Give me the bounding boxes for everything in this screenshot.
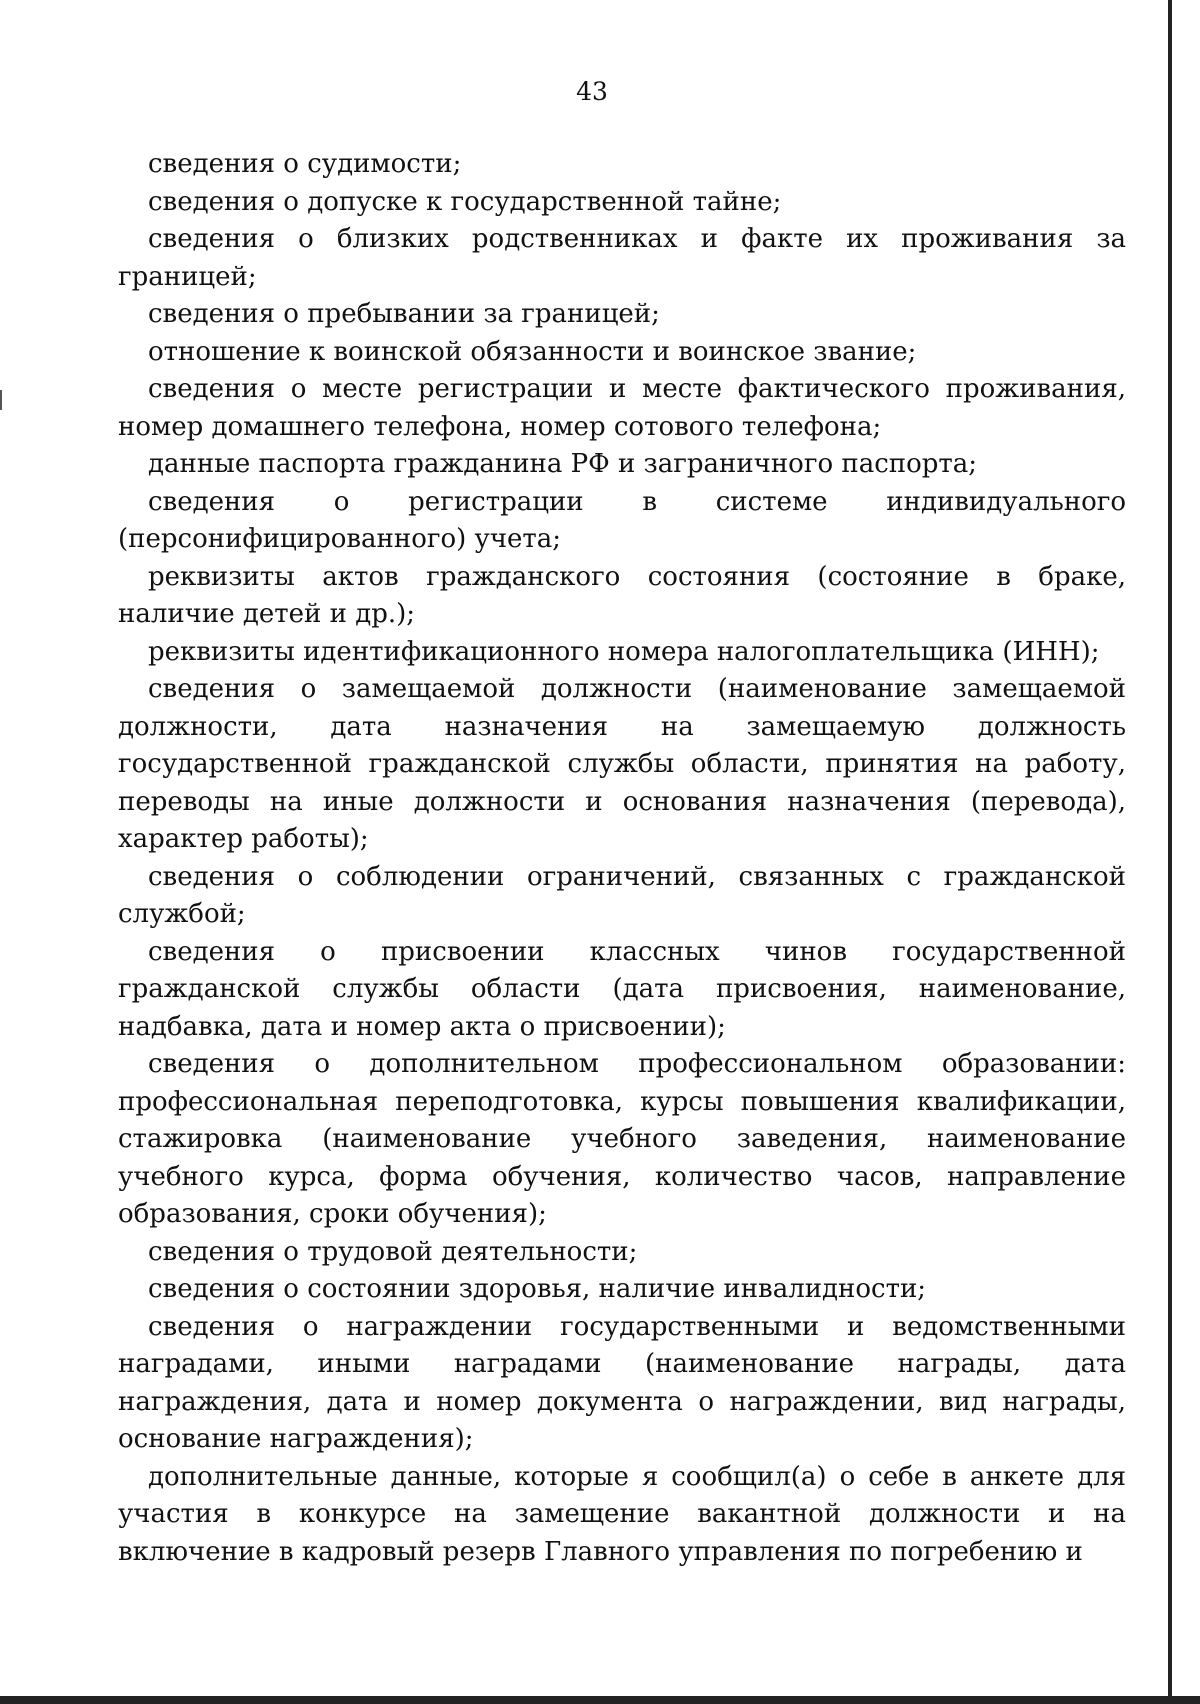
paragraph-taxpayer-number: реквизиты идентификационного номера налогоплательщика (ИНН); [148,636,1100,667]
paragraph-awards: сведения о награждении государственными и ведомственными наградами, иными наградами (наименование награды, дата награждения, дата и номер документа о награждении, вид награды, основание награждения); [118,1311,1126,1454]
paragraph-personal-accounting: сведения о регистрации в системе индивидуального (персонифицированного) учета; [118,486,1126,554]
paragraph-relatives-abroad: сведения о близких родственниках и факте их проживания за границей; [118,224,1126,292]
page-number: 43 [576,77,608,106]
paragraph-passport-data: данные паспорта гражданина РФ и заграничного паспорта; [148,449,978,479]
paragraph-stay-abroad: сведения о пребывании за границей; [148,299,660,329]
paragraph-class-ranks: сведения о присвоении классных чинов государственной гражданской службы области (дата присвоения, наименование, надбавка, дата и номер акта о присвоении); [118,936,1126,1042]
paragraph-civil-status: реквизиты актов гражданского состояния (состояние в браке, наличие детей и др.); [118,561,1126,629]
scan-mark-left [0,390,2,410]
paragraph-position-held: сведения о замещаемой должности (наименование замещаемой должности, дата назначения на замещаемую должность государственной гражданской службы области, принятия на работу, переводы на иные должности и основания назначения (перевода), характер работы); [118,674,1126,854]
paragraph-military-duty: отношение к воинской обязанности и воинское звание; [148,336,917,367]
document-body [118,146,1126,1571]
paragraph-service-restrictions: сведения о соблюдении ограничений, связанных с гражданской службой; [118,861,1126,929]
paragraph-work-history: сведения о трудовой деятельности; [148,1236,638,1267]
paragraph-state-secret-clearance: сведения о допуске к государственной тайне; [148,186,782,217]
paragraph-health-status: сведения о состоянии здоровья, наличие инвалидности; [148,1274,927,1304]
paragraph-additional-education: сведения о дополнительном профессиональном образовании: профессиональная переподготовка, курсы повышения квалификации, стажировка (наименование учебного заведения, наименование учебного курса, форма обучения, количество часов, направление образования, сроки обучения); [118,1049,1126,1229]
paragraph-criminal-record: сведения о судимости; [148,149,462,179]
paragraph-registration-address: сведения о месте регистрации и месте фактического проживания, номер домашнего телефона, номер сотового телефона; [118,374,1126,442]
paragraph-additional-data: дополнительные данные, которые я сообщил(а) о себе в анкете для участия в конкурсе на замещение вакантной должности и на включение в кадровый резерв Главного управления по погребению и [118,1461,1126,1567]
scan-frame-right-edge [1168,0,1172,1704]
scan-frame-bottom-edge [0,1696,1200,1704]
